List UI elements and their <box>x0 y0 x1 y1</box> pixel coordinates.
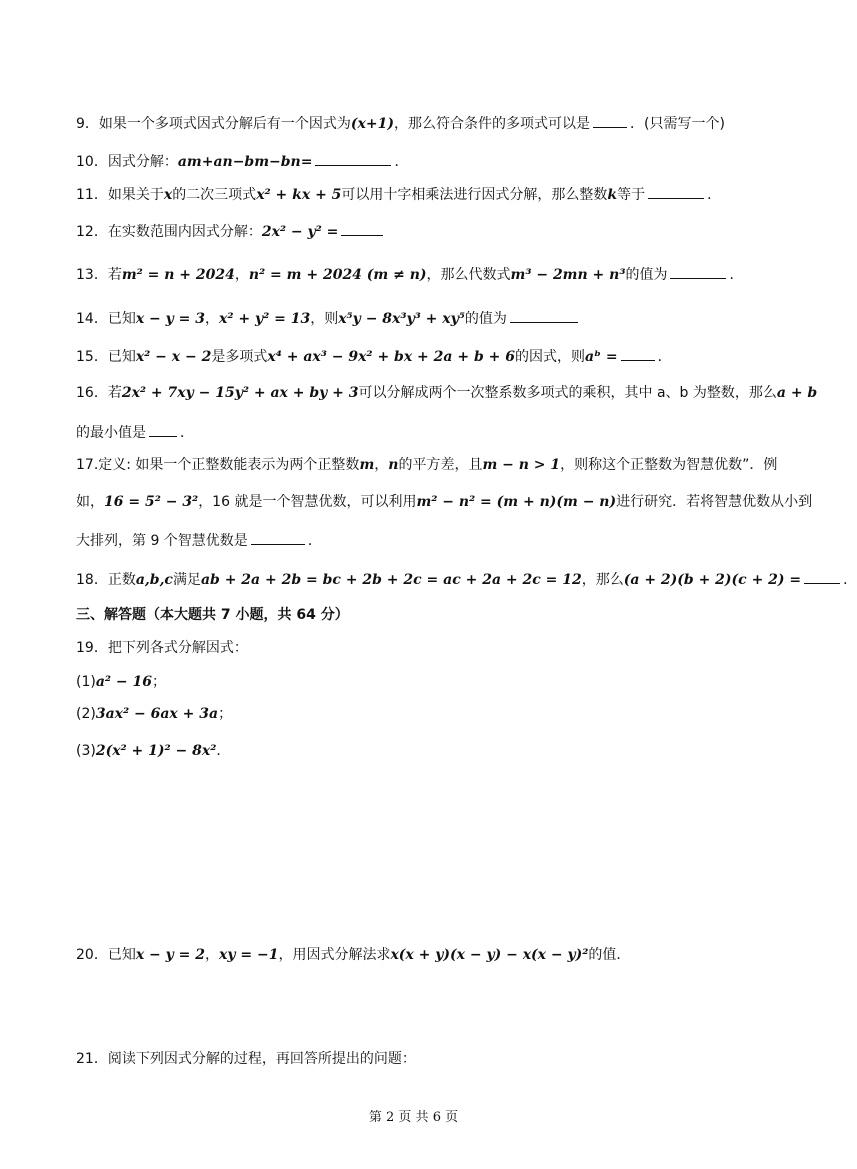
question-text: 若 <box>107 385 122 401</box>
question-18 <box>76 568 857 590</box>
question-text: ，那么符合条件的多项式可以是 <box>394 116 590 132</box>
question-number: 21． <box>76 1051 108 1067</box>
question-number: 18． <box>76 572 108 588</box>
question-number: 10． <box>76 154 108 170</box>
question-17-cont <box>76 492 812 512</box>
question-number: 9． <box>76 116 99 132</box>
question-text: 因式分解： <box>107 154 178 170</box>
question-text: ， <box>234 267 249 283</box>
question-text: 的最小值是 <box>76 425 146 441</box>
question-text: 已知 <box>107 947 136 963</box>
math-expr: 3ax² − 6ax + 3a <box>95 706 219 722</box>
answer-blank[interactable] <box>621 345 655 361</box>
question-10 <box>76 150 408 172</box>
question-text: ，那么代数式 <box>426 267 511 283</box>
question-text: ． <box>843 572 857 588</box>
question-text: 正数 <box>107 572 136 588</box>
question-21 <box>76 1049 416 1069</box>
question-text: ． <box>394 154 409 170</box>
math-expr: (x+1) <box>350 116 394 132</box>
answer-blank[interactable] <box>593 112 627 128</box>
question-text: 满足 <box>172 572 201 588</box>
question-text: 等于 <box>617 187 646 203</box>
question-text: 的值为 <box>625 267 668 283</box>
question-number: 15． <box>76 349 108 365</box>
question-13 <box>76 263 743 285</box>
question-17 <box>76 455 777 475</box>
answer-blank[interactable] <box>804 568 840 584</box>
question-text: 如果一个多项式因式分解后有一个因式为 <box>98 116 351 132</box>
question-15 <box>76 345 672 367</box>
question-text: 已知 <box>107 349 136 365</box>
question-text: 大排列，第 9 个智慧优数是 <box>76 533 248 549</box>
question-text: ． <box>657 349 672 365</box>
question-text: ， <box>205 947 220 963</box>
question-text: ，则称这个正整数为智慧优数”．例 <box>560 457 778 473</box>
math-expr: a,b,c <box>135 572 173 588</box>
item-label: (3) <box>76 743 96 759</box>
question-text: ． <box>729 267 744 283</box>
section-heading: 三、解答题（本大题共 7 小题，共 64 分） <box>76 607 349 623</box>
question-text: 定义: 如果一个正整数能表示为两个正整数 <box>98 457 360 473</box>
question-text: ． <box>180 425 194 441</box>
question-text: 在实数范围内因式分解： <box>107 224 262 240</box>
question-14 <box>76 307 581 329</box>
question-text: 若 <box>107 267 122 283</box>
math-expr: xy = −1 <box>219 947 279 963</box>
question-text: 如， <box>76 494 104 510</box>
question-9 <box>76 112 725 134</box>
answer-blank[interactable] <box>315 150 391 166</box>
question-text: 可以分解成两个一次整系数多项式的乘积，其中 a、b 为整数，那么 <box>358 385 777 401</box>
question-19 <box>76 638 248 658</box>
question-11 <box>76 183 721 205</box>
question-20 <box>76 945 630 965</box>
question-text: 的值为 <box>464 311 507 327</box>
math-expr: m² − n² = (m + n)(m − n) <box>416 494 617 510</box>
question-text: ， <box>205 311 220 327</box>
question-number: 13． <box>76 267 108 283</box>
math-expr: x − y = 2 <box>135 947 206 963</box>
math-expr: 2x² + 7xy − 15y² + ax + by + 3 <box>121 385 359 401</box>
answer-blank[interactable] <box>648 183 704 199</box>
math-expr: x⁴ + ax³ − 9x² + bx + 2a + b + 6 <box>267 349 515 365</box>
question-text: ， <box>374 457 389 473</box>
math-expr: n² = m + 2024 (m ≠ n) <box>248 267 427 283</box>
question-number: 12． <box>76 224 108 240</box>
question-text: 的二次三项式 <box>172 187 257 203</box>
math-expr: x(x + y)(x − y) − x(x − y)² <box>390 947 589 963</box>
question-text: ，16 就是一个智慧优数，可以利用 <box>198 494 417 510</box>
question-text: ； <box>218 706 233 722</box>
question-text: 的值． <box>588 947 631 963</box>
math-expr: 2(x² + 1)² − 8x² <box>95 743 217 759</box>
math-expr: ab + 2a + 2b = bc + 2b + 2c = ac + 2a + 2c = 12 <box>200 572 582 588</box>
math-expr: m³ − 2mn + n³ <box>510 267 626 283</box>
question-12 <box>76 220 386 242</box>
answer-blank[interactable] <box>251 529 305 545</box>
math-expr: x⁵y − 8x³y³ + xy⁵ <box>338 311 465 327</box>
question-number: 11． <box>76 187 108 203</box>
question-text: 可以用十字相乘法进行因式分解，那么整数 <box>341 187 608 203</box>
question-text: ，则 <box>310 311 339 327</box>
question-number: 14． <box>76 311 108 327</box>
math-expr: x² − x − 2 <box>135 349 212 365</box>
math-expr: aᵇ = <box>584 349 618 365</box>
question-text: 如果关于 <box>107 187 164 203</box>
answer-blank[interactable] <box>510 307 578 323</box>
item-label: (1) <box>76 674 96 690</box>
answer-blank[interactable] <box>149 421 177 437</box>
math-expr: n <box>388 457 399 473</box>
question-text: ，用因式分解法求 <box>278 947 391 963</box>
question-number: 20． <box>76 947 108 963</box>
question-text: ． <box>216 743 231 759</box>
question-text: 进行研究．若将智慧优数从小到 <box>616 494 813 510</box>
math-expr: m <box>359 457 375 473</box>
question-19-item-1 <box>76 672 166 692</box>
question-text: 阅读下列因式分解的过程，再回答所提出的问题： <box>107 1051 416 1067</box>
answer-blank[interactable] <box>670 263 726 279</box>
math-expr: k <box>607 187 618 203</box>
question-text: 已知 <box>107 311 136 327</box>
math-expr: 2x² − y² = <box>261 224 339 240</box>
question-number: 16． <box>76 385 108 401</box>
math-expr: am+an−bm−bn= <box>177 154 313 170</box>
question-text: ，那么 <box>581 572 624 588</box>
math-expr: a² − 16 <box>95 674 153 690</box>
question-text: 的平方差，且 <box>398 457 483 473</box>
question-text: ． <box>307 533 322 549</box>
question-19-item-2 <box>76 704 232 724</box>
question-text: ．(只需写一个) <box>630 116 725 132</box>
math-expr: a + b <box>776 385 818 401</box>
question-text: 是多项式 <box>211 349 268 365</box>
question-16 <box>76 383 817 403</box>
math-expr: x <box>163 187 173 203</box>
math-expr: m − n > 1 <box>482 457 561 473</box>
question-text: ． <box>707 187 722 203</box>
question-number: 17. <box>76 457 99 473</box>
question-16-cont <box>76 421 194 443</box>
question-text: 把下列各式分解因式： <box>107 640 248 656</box>
math-expr: (a + 2)(b + 2)(c + 2) = <box>623 572 802 588</box>
math-expr: x² + y² = 13 <box>219 311 311 327</box>
item-label: (2) <box>76 706 96 722</box>
math-expr: 16 = 5² − 3² <box>104 494 199 510</box>
page-footer: 第 2 页 共 6 页 <box>368 1110 459 1125</box>
math-expr: m² = n + 2024 <box>121 267 235 283</box>
question-19-item-3 <box>76 741 230 761</box>
math-expr: x − y = 3 <box>135 311 206 327</box>
question-text: 的因式，则 <box>514 349 585 365</box>
question-text: ； <box>152 674 167 690</box>
question-number: 19． <box>76 640 108 656</box>
question-17-cont2 <box>76 529 322 551</box>
answer-blank[interactable] <box>341 220 383 236</box>
math-expr: x² + kx + 5 <box>256 187 342 203</box>
